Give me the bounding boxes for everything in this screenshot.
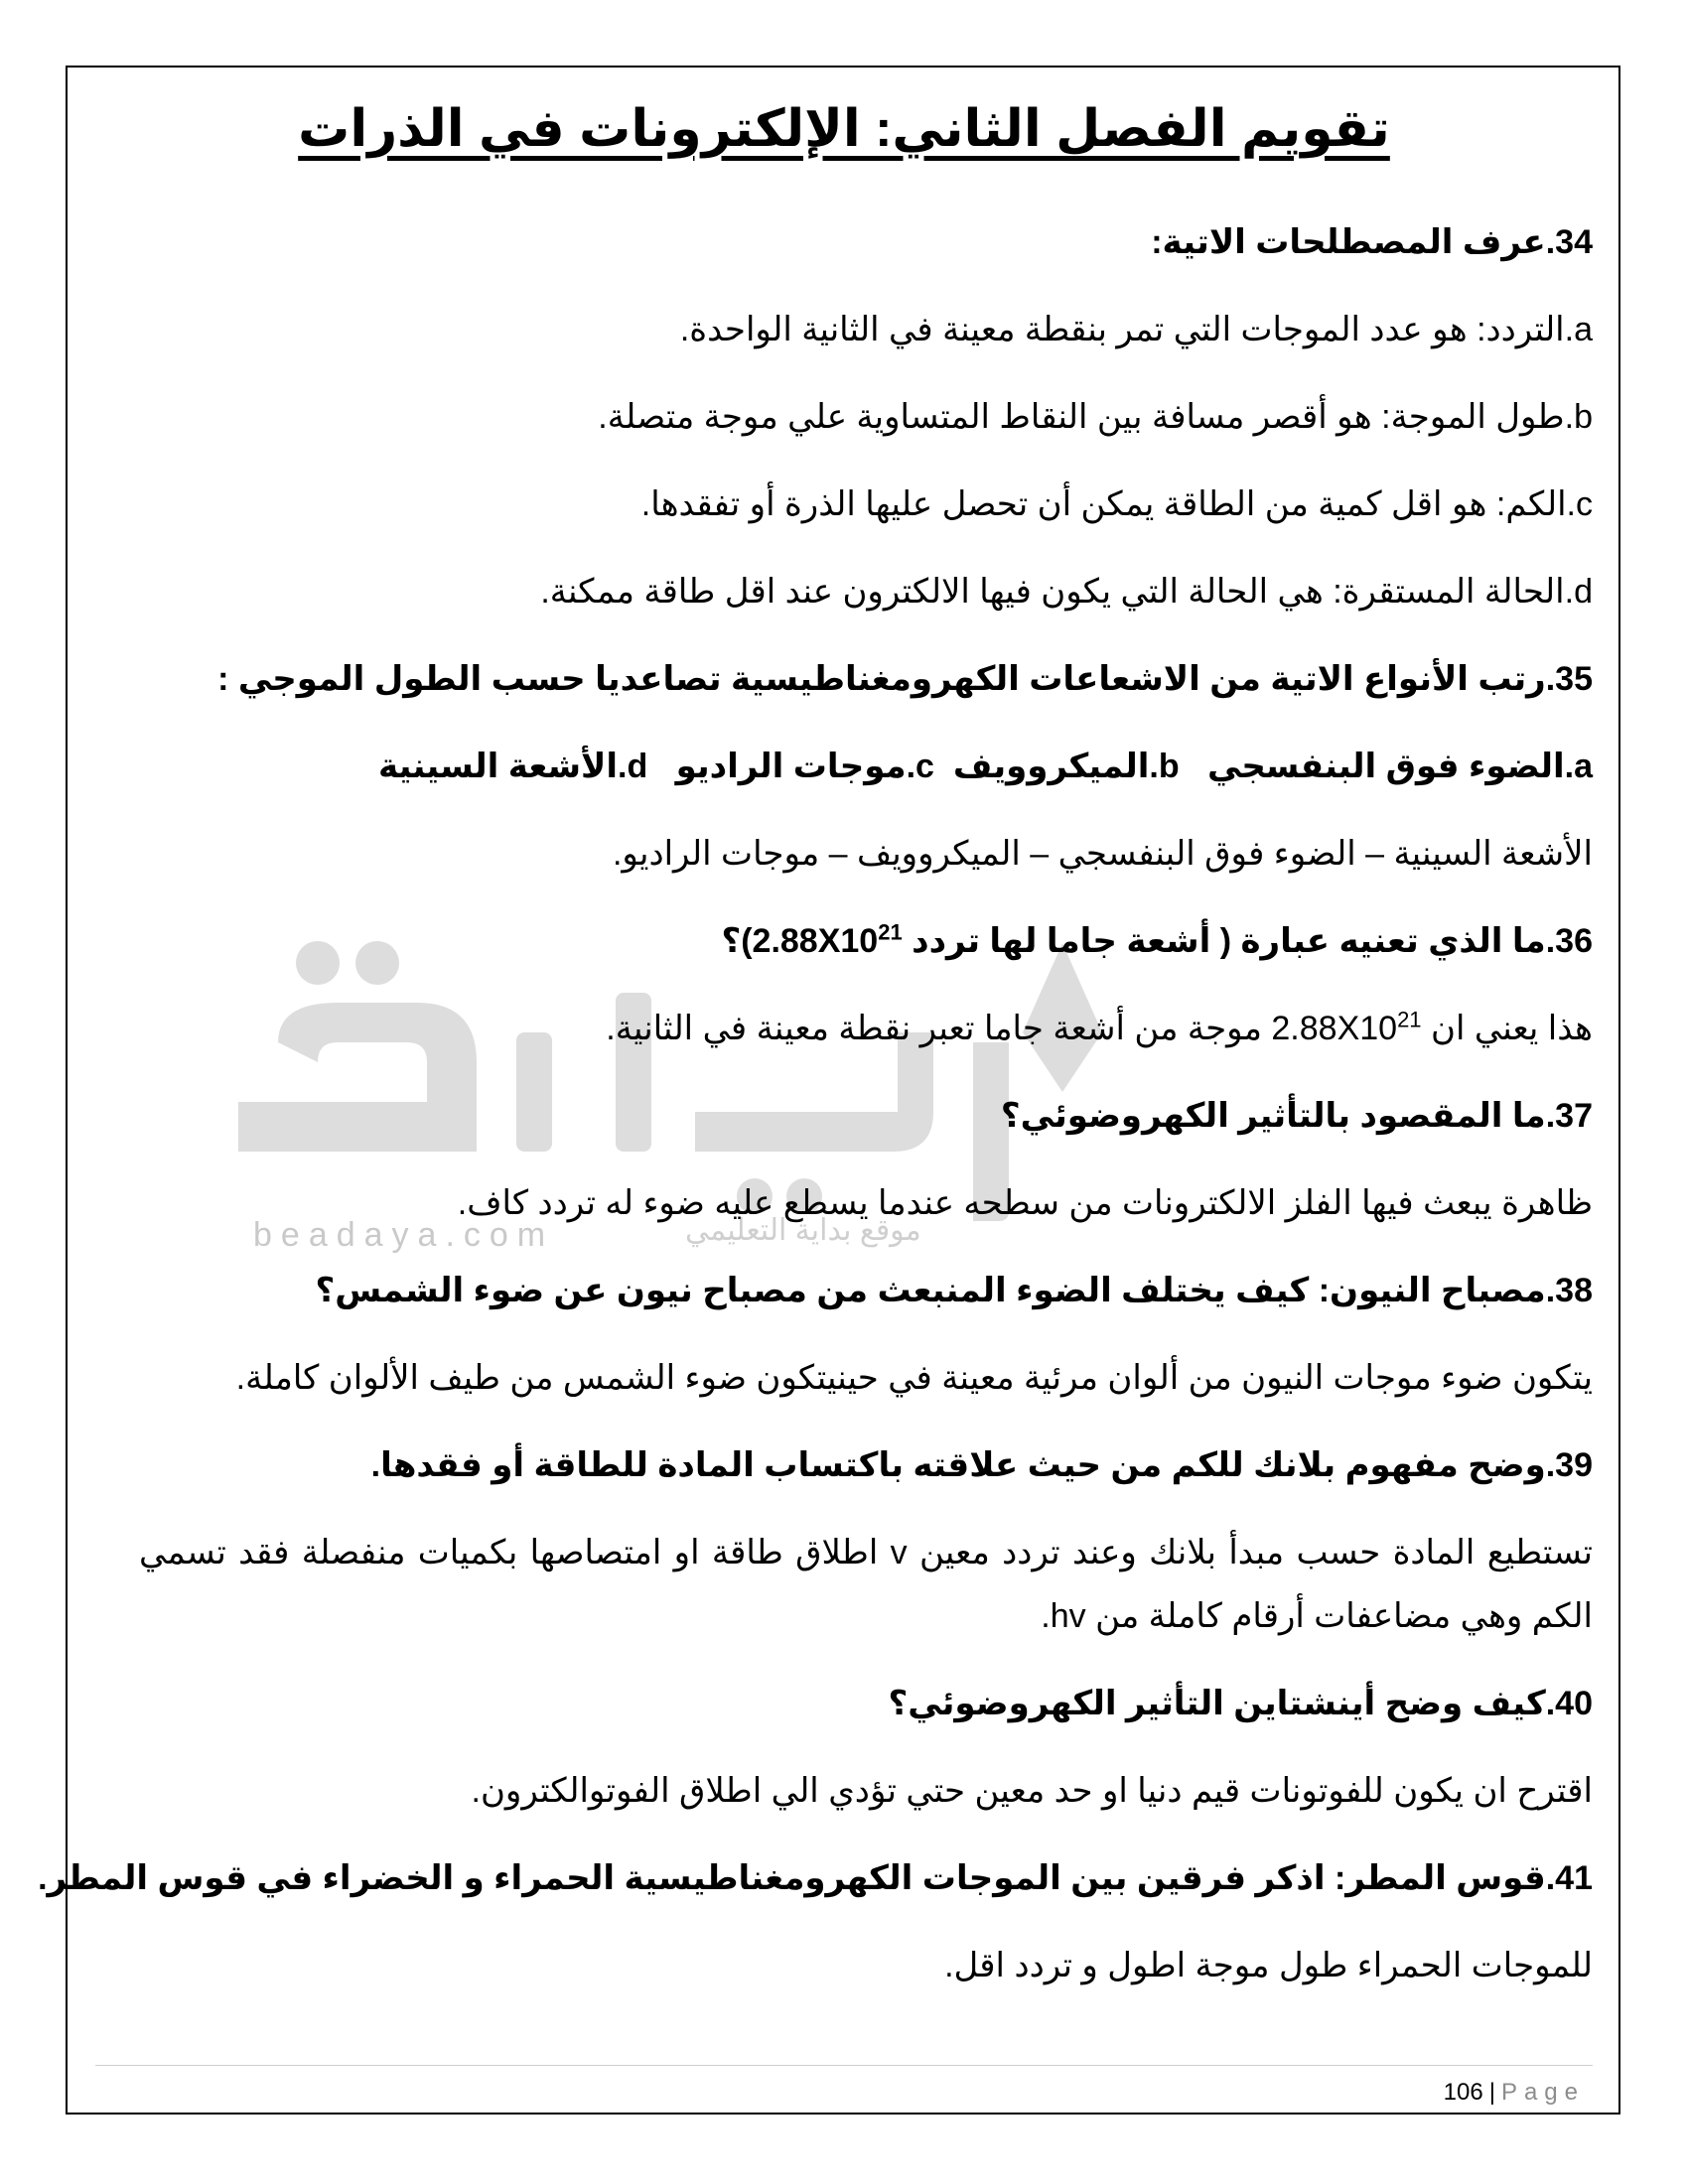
question-number: 35. — [1545, 660, 1593, 698]
definition-item — [139, 548, 1593, 635]
page-label: Page — [1500, 2079, 1585, 2106]
question-text: مصباح النيون: كيف يختلف الضوء المنبعث من مصباح نيون عن ضوء الشمس؟ — [315, 1272, 1546, 1309]
question-text: رتب الأنواع الاتية من الاشعاعات الكهرومغناطيسية تصاعديا حسب الطول الموجي : — [217, 660, 1546, 698]
option-letter: b. — [1149, 748, 1180, 785]
footer-separator: | — [1488, 2079, 1495, 2106]
question-number: 37. — [1545, 1097, 1593, 1135]
page-number: 106 — [1443, 2079, 1483, 2106]
item-text: التردد: هو عدد الموجات التي تمر بنقطة معينة في الثانية الواحدة. — [679, 311, 1565, 348]
answer-39: تستطيع المادة حسب مبدأ بلانك وعند تردد معين v اطلاق طاقة او امتصاصها بكميات منفصلة فقد تسمي الكم وهي مضاعفات أرقام كاملة من hv. — [139, 1534, 1593, 1635]
option-text: الميكروويف — [952, 748, 1150, 785]
option-letter: c. — [906, 748, 934, 785]
question-38 — [139, 1247, 1593, 1334]
definition-item — [139, 286, 1593, 373]
option-letter: a. — [1564, 748, 1593, 785]
question-text: قوس المطر: اذكر فرقين بين الموجات الكهرومغناطيسية الحمراء و الخضراء في قوس المطر. — [38, 1859, 1546, 1897]
options-row — [139, 723, 1593, 810]
question-number: 39. — [1545, 1446, 1593, 1484]
question-36 — [139, 897, 1593, 985]
question-text-end: )؟ — [721, 922, 753, 960]
answer-35: الأشعة السينية – الضوء فوق البنفسجي – الميكروويف – موجات الراديو. — [612, 835, 1593, 873]
item-text: الكم: هو اقل كمية من الطاقة يمكن أن تحصل عليها الذرة أو تفقدها. — [640, 485, 1567, 523]
item-text: طول الموجة: هو أقصر مسافة بين النقاط المتساوية علي موجة متصلة. — [598, 398, 1565, 436]
document-body — [38, 199, 1593, 2009]
question-number: 34. — [1545, 223, 1593, 261]
answer-37: ظاهرة يبعث فيها الفلز الالكترونات من سطحه عندما يسطع عليه ضوء له تردد كاف. — [457, 1184, 1593, 1222]
item-letter: b. — [1564, 398, 1593, 436]
question-text: وضح مفهوم بلانك للكم من حيث علاقته باكتساب المادة للطاقة أو فقدها. — [370, 1446, 1546, 1484]
question-34 — [139, 199, 1593, 286]
item-text: الحالة المستقرة: هي الحالة التي يكون فيها الالكترون عند اقل طاقة ممكنة. — [540, 573, 1565, 611]
answer-text: هذا يعني ان — [1421, 1010, 1593, 1047]
question-41 — [38, 1835, 1593, 1922]
answer-36 — [139, 985, 1593, 1072]
question-number: 40. — [1545, 1685, 1593, 1722]
footer-divider — [95, 2065, 1593, 2066]
watermark-arabic: موقع بداية التعليمي — [685, 1214, 921, 1247]
option-text: الضوء فوق البنفسجي — [1206, 748, 1565, 785]
question-number: 38. — [1545, 1272, 1593, 1309]
item-letter: d. — [1564, 573, 1593, 611]
answer-text-end: موجة من أشعة جاما تعبر نقطة معينة في الثانية. — [606, 1010, 1272, 1047]
question-number: 36. — [1545, 922, 1593, 960]
watermark-url: beadaya.com — [253, 1216, 555, 1254]
page-footer — [1444, 2079, 1585, 2107]
question-text: عرف المصطلحات الاتية: — [1151, 223, 1546, 261]
answer-40: اقترح ان يكون للفوتونات قيم دنيا او حد معين حتي تؤدي الي اطلاق الفوتوالكترون. — [471, 1772, 1593, 1810]
question-text: ما الذي تعنيه عبارة ( أشعة جاما لها تردد — [902, 922, 1546, 960]
question-37 — [139, 1072, 1593, 1160]
frequency-value: $2.88X10^{21}$ — [1271, 1007, 1422, 1047]
question-text: كيف وضح أينشتاين التأثير الكهروضوئي؟ — [888, 1685, 1546, 1722]
question-text: ما المقصود بالتأثير الكهروضوئي؟ — [1000, 1097, 1546, 1135]
question-35 — [139, 635, 1593, 723]
answer-38: يتكون ضوء موجات النيون من ألوان مرئية معينة في حينيتكون ضوء الشمس من طيف الألوان كاملة. — [235, 1359, 1593, 1397]
question-39 — [139, 1422, 1593, 1509]
definition-item — [139, 461, 1593, 548]
answer-41: للموجات الحمراء طول موجة اطول و تردد اقل. — [944, 1947, 1593, 1984]
question-number: 41. — [1545, 1859, 1593, 1897]
option-text: الأشعة السينية — [378, 748, 618, 785]
item-letter: a. — [1564, 311, 1593, 348]
question-40 — [139, 1660, 1593, 1747]
frequency-value: $2.88X10^{21}$ — [752, 919, 903, 960]
definition-item — [139, 373, 1593, 461]
option-letter: d. — [617, 748, 648, 785]
item-letter: c. — [1566, 485, 1593, 523]
option-text: موجات الراديو — [675, 748, 907, 785]
page-title: تقويم الفصل الثاني: الإلكترونات في الذرات — [298, 100, 1390, 158]
